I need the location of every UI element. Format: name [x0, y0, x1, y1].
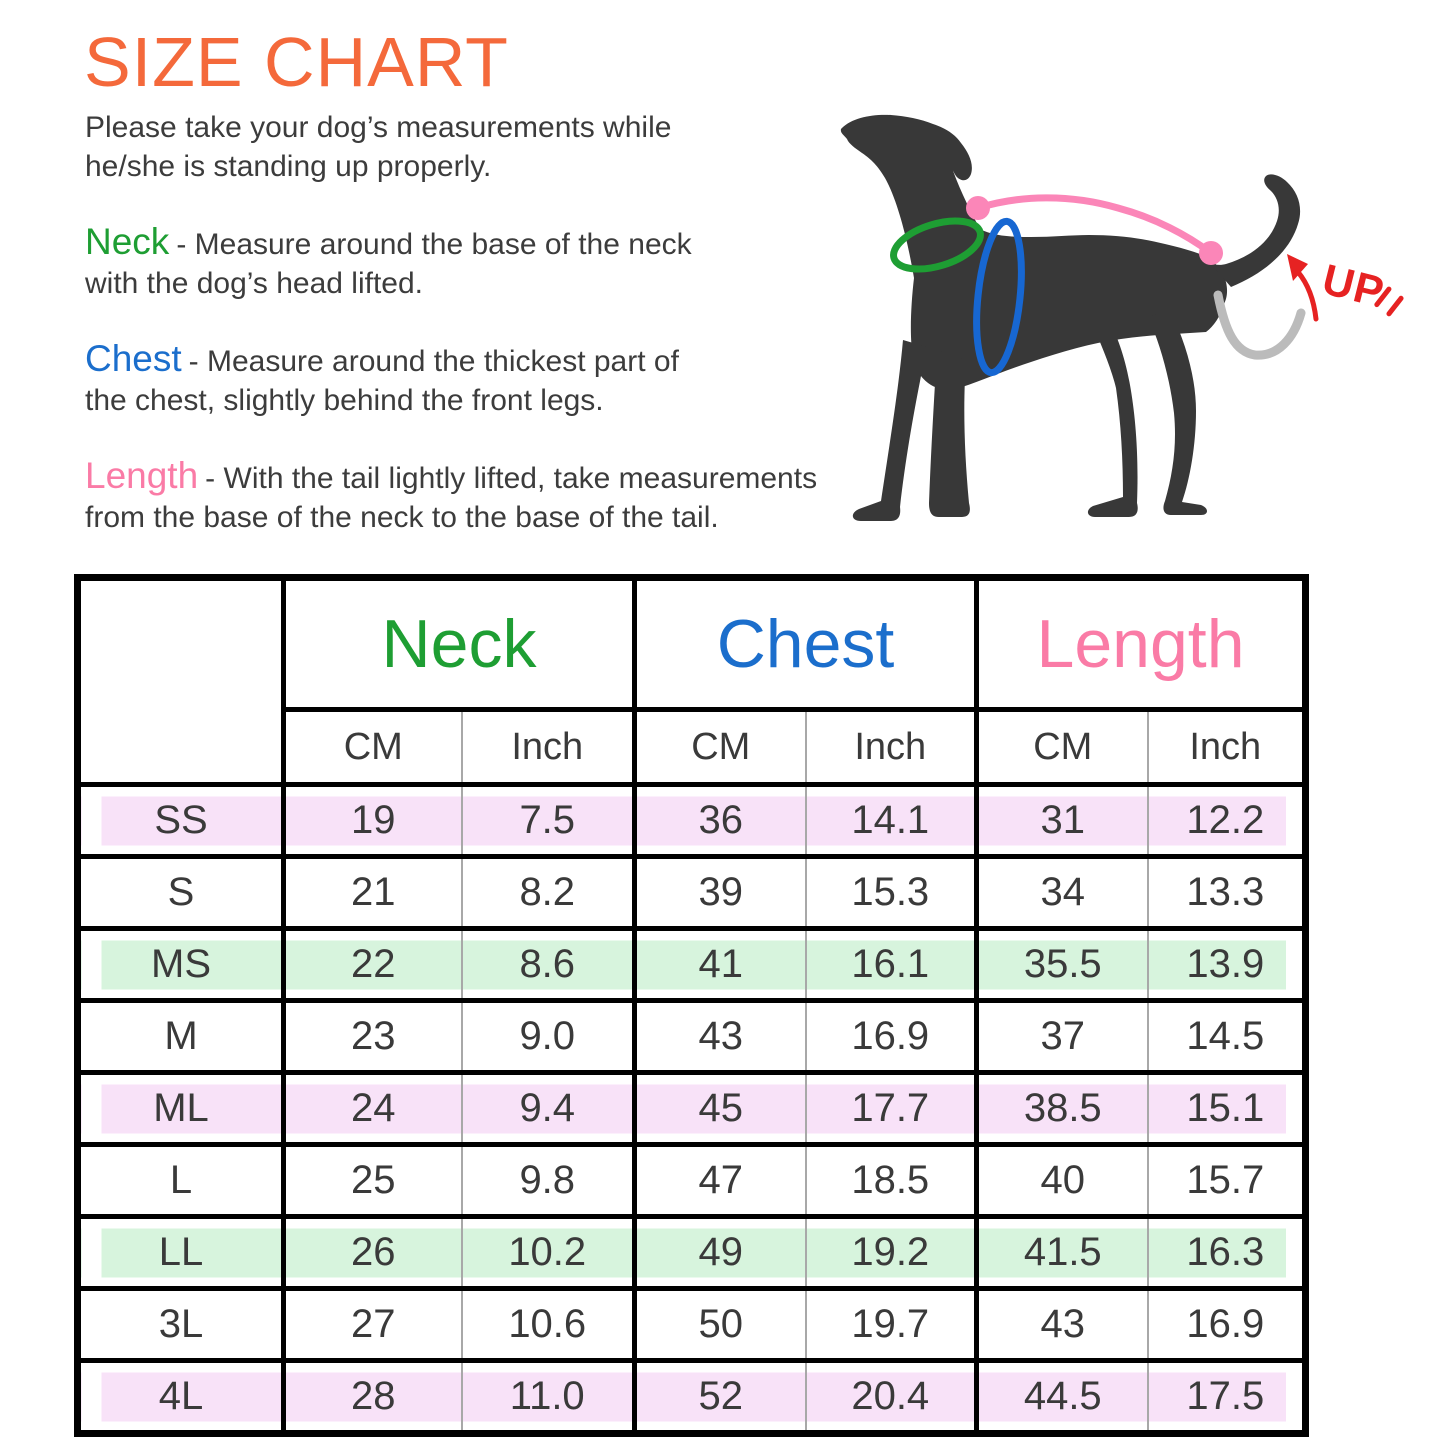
value-cell: 16.9: [1148, 1289, 1306, 1361]
value-cell: 19: [284, 785, 462, 857]
value-cell: 7.5: [462, 785, 635, 857]
size-label: L: [78, 1145, 284, 1217]
size-label: M: [78, 1001, 284, 1073]
value-cell: 8.2: [462, 857, 635, 929]
value-cell: 41.5: [977, 1217, 1148, 1289]
intro-line-1: Please take your dog’s measurements while: [85, 111, 672, 144]
value-cell: 14.5: [1148, 1001, 1306, 1073]
value-cell: 9.4: [462, 1073, 635, 1145]
value-cell: 28: [284, 1361, 462, 1434]
size-row-3L: [78, 1289, 1306, 1361]
value-cell: 15.1: [1148, 1073, 1306, 1145]
tail-down-curve: [1218, 295, 1301, 355]
value-cell: 15.7: [1148, 1145, 1306, 1217]
dog-hind-leg: [1088, 320, 1138, 517]
size-row-SS: [78, 785, 1306, 857]
dog-tail: [1203, 174, 1300, 287]
size-row-L: [78, 1145, 1306, 1217]
value-cell: 31: [977, 785, 1148, 857]
value-cell: 41: [635, 929, 806, 1001]
page-title: SIZE CHART: [84, 23, 509, 101]
neck-label: Neck: [85, 221, 170, 262]
value-cell: 16.9: [806, 1001, 977, 1073]
value-cell: 50: [635, 1289, 806, 1361]
value-cell: 16.3: [1148, 1217, 1306, 1289]
value-cell: 40: [977, 1145, 1148, 1217]
value-cell: 43: [635, 1001, 806, 1073]
size-label: S: [78, 857, 284, 929]
dog-front-leg: [853, 340, 927, 521]
value-cell: 12.2: [1148, 785, 1306, 857]
value-cell: 38.5: [977, 1073, 1148, 1145]
length-description: [85, 456, 817, 537]
neck-column-header: Neck: [284, 578, 635, 710]
value-cell: 17.5: [1148, 1361, 1306, 1434]
value-cell: 17.7: [806, 1073, 977, 1145]
length-desc-line-2: from the base of the neck to the base of the tail.: [85, 501, 719, 534]
value-cell: 23: [284, 1001, 462, 1073]
chest-label: Chest: [85, 338, 182, 379]
value-cell: 25: [284, 1145, 462, 1217]
value-cell: 13.9: [1148, 929, 1306, 1001]
size-row-LL: [78, 1217, 1306, 1289]
neck-description: [85, 222, 692, 303]
size-table: [74, 574, 1309, 1437]
value-cell: 24: [284, 1073, 462, 1145]
dog-illustration: [835, 105, 1415, 535]
value-cell: 43: [977, 1289, 1148, 1361]
length-end-dot: [1199, 241, 1223, 265]
size-label: 3L: [78, 1289, 284, 1361]
size-label: 4L: [78, 1361, 284, 1434]
value-cell: 22: [284, 929, 462, 1001]
value-cell: 11.0: [462, 1361, 635, 1434]
value-cell: 35.5: [977, 929, 1148, 1001]
length-inch-header: Inch: [1148, 710, 1306, 785]
length-desc-line-1: - With the tail lightly lifted, take measurements: [205, 462, 818, 495]
length-start-dot: [966, 196, 990, 220]
value-cell: 27: [284, 1289, 462, 1361]
value-cell: 19.2: [806, 1217, 977, 1289]
up-label: UP: [1317, 255, 1390, 318]
value-cell: 14.1: [806, 785, 977, 857]
chest-description: [85, 339, 679, 420]
size-label: LL: [78, 1217, 284, 1289]
up-arrowhead: [1287, 254, 1308, 281]
value-cell: 49: [635, 1217, 806, 1289]
chest-column-header: Chest: [635, 578, 977, 710]
length-cm-header: CM: [977, 710, 1148, 785]
value-cell: 8.6: [462, 929, 635, 1001]
size-row-S: [78, 857, 1306, 929]
chest-cm-header: CM: [635, 710, 806, 785]
value-cell: 37: [977, 1001, 1148, 1073]
value-cell: 20.4: [806, 1361, 977, 1434]
size-row-4L: [78, 1361, 1306, 1434]
table-group-header-row: [78, 578, 1306, 710]
neck-inch-header: Inch: [462, 710, 635, 785]
value-cell: 16.1: [806, 929, 977, 1001]
intro-text: [85, 108, 671, 186]
chest-desc-line-1: - Measure around the thickest part of: [188, 345, 679, 378]
value-cell: 10.6: [462, 1289, 635, 1361]
value-cell: 36: [635, 785, 806, 857]
size-label: ML: [78, 1073, 284, 1145]
value-cell: 44.5: [977, 1361, 1148, 1434]
length-label: Length: [85, 455, 199, 496]
value-cell: 47: [635, 1145, 806, 1217]
size-row-ML: [78, 1073, 1306, 1145]
value-cell: 34: [977, 857, 1148, 929]
value-cell: 39: [635, 857, 806, 929]
value-cell: 18.5: [806, 1145, 977, 1217]
neck-desc-line-1: - Measure around the base of the neck: [176, 228, 692, 261]
value-cell: 45: [635, 1073, 806, 1145]
dog-hind-leg-rear: [1148, 310, 1207, 515]
size-row-M: [78, 1001, 1306, 1073]
value-cell: 26: [284, 1217, 462, 1289]
value-cell: 52: [635, 1361, 806, 1434]
value-cell: 9.8: [462, 1145, 635, 1217]
size-table-body: [78, 785, 1306, 1434]
chest-desc-line-2: the chest, slightly behind the front legs.: [85, 384, 604, 417]
size-label: SS: [78, 785, 284, 857]
chest-inch-header: Inch: [806, 710, 977, 785]
intro-line-2: he/she is standing up properly.: [85, 150, 492, 183]
neck-desc-line-2: with the dog’s head lifted.: [85, 267, 424, 300]
length-column-header: Length: [977, 578, 1306, 710]
neck-cm-header: CM: [284, 710, 462, 785]
value-cell: 10.2: [462, 1217, 635, 1289]
value-cell: 21: [284, 857, 462, 929]
size-label: MS: [78, 929, 284, 1001]
value-cell: 15.3: [806, 857, 977, 929]
size-column-corner: [78, 578, 284, 785]
value-cell: 13.3: [1148, 857, 1306, 929]
value-cell: 19.7: [806, 1289, 977, 1361]
value-cell: 9.0: [462, 1001, 635, 1073]
size-row-MS: [78, 929, 1306, 1001]
